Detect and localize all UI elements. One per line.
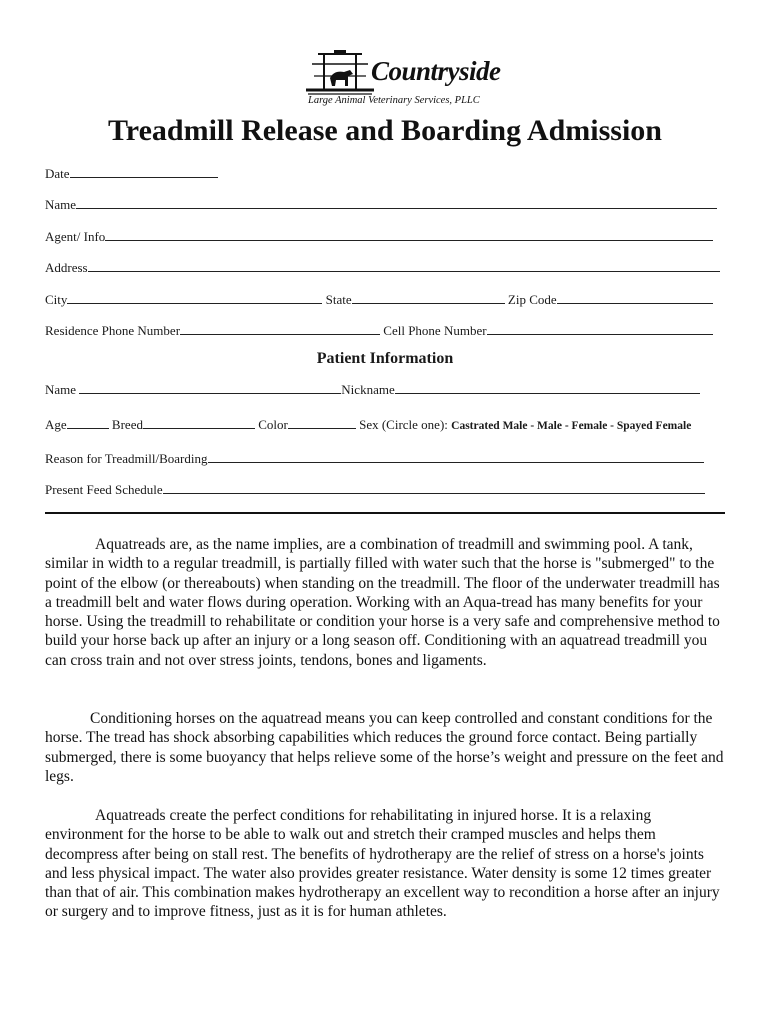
zip-label: Zip Code	[507, 292, 557, 307]
patient-name-label: Name	[45, 382, 77, 397]
reason-row	[45, 450, 704, 467]
age-label: Age	[45, 417, 67, 432]
date-row	[45, 165, 218, 182]
patient-name-field[interactable]	[79, 381, 341, 394]
cell-phone-label: Cell Phone Number	[383, 323, 487, 338]
phone-row	[45, 322, 713, 339]
paragraph-2	[45, 709, 727, 786]
agent-field[interactable]	[105, 228, 713, 241]
nickname-label: Nickname	[341, 382, 395, 397]
date-label: Date	[45, 166, 70, 181]
name-label: Name	[45, 197, 77, 212]
paragraph-3	[45, 806, 727, 922]
state-label: State	[325, 292, 352, 307]
feed-label: Present Feed Schedule	[45, 482, 163, 497]
breed-label: Breed	[111, 417, 143, 432]
section-divider	[45, 512, 725, 514]
age-field[interactable]	[67, 416, 109, 429]
paragraph-1	[45, 535, 727, 670]
name-field[interactable]	[76, 196, 717, 209]
color-label: Color	[258, 417, 288, 432]
date-field[interactable]	[70, 165, 218, 178]
address-field[interactable]	[88, 259, 720, 272]
breed-field[interactable]	[143, 416, 255, 429]
address-row	[45, 259, 720, 276]
sex-label: Sex (Circle one):	[359, 417, 448, 432]
feed-row	[45, 481, 705, 498]
age-breed-row	[45, 416, 691, 434]
color-field[interactable]	[288, 416, 356, 429]
paragraph-3-text: Aquatreads create the perfect conditions for rehabilitating in injured horse. It is a relaxing environment for the horse to be able to walk out and stretch their cramped muscles and helps them decompress after being on stall rest. The benefits of hydrotherapy are the relief of stress on a horse's joints and less physical impact. The water also provides greater resistance. Water density is some 12 times greater than that of air. This combination makes hydrotherapy an excellent way to recondition a horse after an injury or surgery and to improve fitness, just as it is for human athletes.	[45, 807, 720, 921]
clinic-logo	[300, 48, 501, 114]
patient-name-row	[45, 381, 700, 398]
residence-phone-label: Residence Phone Number	[45, 323, 181, 338]
reason-label: Reason for Treadmill/Boarding	[45, 451, 208, 466]
agent-label: Agent/ Info	[45, 229, 106, 244]
state-field[interactable]	[352, 291, 505, 304]
page-title: Treadmill Release and Boarding Admission	[108, 114, 662, 147]
address-label: Address	[45, 260, 88, 275]
patient-info-heading: Patient Information	[316, 350, 454, 367]
paragraph-1-text: Aquatreads are, as the name implies, are a combination of treadmill and swimming pool. A tank, similar in width to a regular treadmill, is partially filled with water such that the horse is "submerged" to the point of the elbow (or thereabouts) when standing on the treadmill. The floor of the underwater treadmill has a treadmill belt and water flows during operation. Working with an Aqua-tread has many benefits for your horse. Using the treadmill to rehabilitate or condition your horse is a very safe and comprehensive method to build your horse back up after an injury or a long season off. Conditioning with an aquatread treadmill you can cross train and not over stress joints, tendons, bones and ligaments.	[45, 536, 720, 669]
city-field[interactable]	[67, 291, 322, 304]
nickname-field[interactable]	[395, 381, 700, 394]
feed-field[interactable]	[163, 481, 705, 494]
logo-wordmark: Countryside	[371, 56, 501, 86]
name-row	[45, 196, 717, 213]
agent-row	[45, 228, 713, 245]
city-row	[45, 291, 713, 308]
treadmill-logo-icon	[304, 50, 376, 100]
logo-tagline: Large Animal Veterinary Services, PLLC	[308, 95, 480, 106]
sex-options[interactable]: Castrated Male - Male - Female - Spayed Female	[451, 420, 692, 432]
cell-phone-field[interactable]	[487, 322, 713, 335]
residence-phone-field[interactable]	[180, 322, 380, 335]
city-label: City	[45, 292, 68, 307]
zip-field[interactable]	[557, 291, 713, 304]
paragraph-2-text: Conditioning horses on the aquatread means you can keep controlled and constant conditions for the horse. The tread has shock absorbing capabilities which reduces the ground force contact. Being partially submerged, there is some buoyancy that helps relieve some of the horse’s weight and pressure on the feet and legs.	[45, 710, 724, 785]
reason-field[interactable]	[208, 450, 704, 463]
